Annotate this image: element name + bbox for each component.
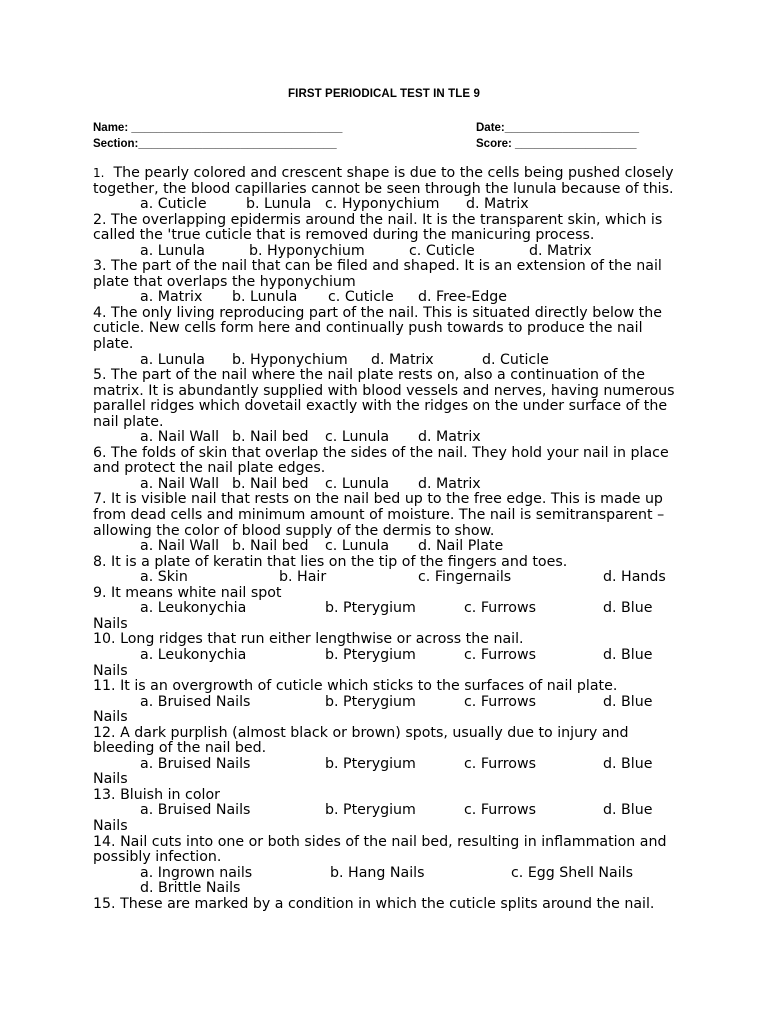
option-d: d. Blue [603,755,653,772]
option-d: d. Free-Edge [418,289,507,306]
option-b: b. Pterygium [325,802,416,819]
option-a: a. Ingrown nails [140,864,253,881]
option-d: d. Cuticle [482,351,549,368]
option-d: d. Nail Plate [418,538,504,555]
question-3: 3. The part of the nail that can be filed and shaped. It is an extension of the nail plate that overlaps the hyponychium [93,258,662,290]
option-c: d. Matrix [371,351,434,368]
option-a: a. Leukonychia [140,646,247,663]
option-d: d. Brittle Nails [140,880,241,897]
date-field-label: Date:_____________________ [476,122,640,134]
question-8: 8. It is a plate of keratin that lies on the tip of the fingers and toes. [93,553,568,570]
option-a: a. Matrix [140,289,203,306]
option-row [93,430,683,446]
question-12: 12. A dark purplish (almost black or brown) spots, usually due to injury and bleeding of the nail bed. [93,724,629,757]
question-1 [93,166,683,197]
option-row [93,244,683,260]
option-b: b. Hyponychium [232,351,348,368]
option-wrap: Nails [93,817,128,834]
option-row [93,570,683,586]
option-a: a. Skin [140,569,188,586]
question-4: 4. The only living reproducing part of the nail. This is situated directly below the cuticle. New cells form here and continually push towards to produce the nail plate. [93,304,662,353]
option-row [93,757,683,773]
question-14: 14. Nail cuts into one or both sides of the nail bed, resulting in inflammation and possibly infection. [93,833,667,866]
option-row [93,695,683,711]
option-a: a. Bruised Nails [140,802,251,819]
question-15: 15. These are marked by a condition in which the cuticle splits around the nail. [93,895,655,912]
option-a: a. Leukonychia [140,600,247,617]
option-row [93,353,683,369]
question-10: 10. Long ridges that run either lengthwise or across the nail. [93,631,524,648]
option-b: b. Hyponychium [249,242,365,259]
option-wrap: Nails [93,662,128,679]
option-a: a. Cuticle [140,196,207,213]
option-d: d. Hands [603,569,666,586]
option-d: d. Matrix [529,242,592,259]
option-a: a. Nail Wall [140,429,220,446]
question-7: 7. It is visible nail that rests on the nail bed up to the free edge. This is made up from dead cells and minimum amount of moisture. The nail is semitransparent – allowing the color of blood supply of the dermis to show. [93,491,665,539]
option-d: d. Blue [603,802,653,819]
option-d: d. Blue [603,646,653,663]
option-row [93,290,683,306]
option-wrap: Nails [93,615,128,632]
option-a: a. Bruised Nails [140,755,251,772]
option-b: b. Pterygium [325,693,416,710]
option-c: c. Cuticle [328,289,394,306]
name-field-label: Name: _________________________________ [93,122,343,134]
option-d: d. Blue [603,693,653,710]
option-c: c. Furrows [464,802,536,819]
option-b: b. Lunula [232,289,298,306]
page-title: FIRST PERIODICAL TEST IN TLE 9 [288,88,480,100]
option-row [93,539,683,555]
option-a: a. Nail Wall [140,475,220,492]
option-c: c. Furrows [464,693,536,710]
option-c: c. Furrows [464,600,536,617]
option-row [93,197,683,213]
option-row [93,648,683,664]
option-c: c. Furrows [464,646,536,663]
score-field-label: Score: ___________________ [476,138,637,150]
option-wrap: Nails [93,771,128,788]
option-c: c. Hyponychium [325,196,440,213]
option-c: c. Lunula [325,538,390,555]
question-number: 1. [93,166,105,180]
option-b: b. Pterygium [325,755,416,772]
option-row [93,803,683,819]
option-a: a. Nail Wall [140,538,220,555]
option-b: b. Pterygium [325,646,416,663]
question-13: 13. Bluish in color [93,786,220,803]
option-c: c. Furrows [464,755,536,772]
option-b: b. Hang Nails [330,864,425,881]
option-c: c. Fingernails [418,569,512,586]
question-9: 9. It means white nail spot [93,584,282,601]
option-d: d. Matrix [466,196,529,213]
question-5: 5. The part of the nail where the nail plate rests on, also a continuation of the matrix. It is abundantly supplied with blood vessels and nerves, having numerous parallel ridges which dovetail exactly with the ridges on the under surface of the nail plate. [93,367,675,430]
option-row [93,866,683,882]
option-c: c. Lunula [325,429,390,446]
question-6: 6. The folds of skin that overlap the sides of the nail. They hold your nail in place and protect the nail plate edges. [93,444,669,477]
section-field-label: Section:_______________________________ [93,138,337,150]
option-row [93,477,683,493]
option-c: c. Lunula [325,475,390,492]
option-b: b. Lunula [246,196,312,213]
option-b: b. Pterygium [325,600,416,617]
option-wrap: Nails [93,709,128,726]
option-row [93,601,683,617]
option-a: a. Lunula [140,351,205,368]
option-b: b. Nail bed [232,538,309,555]
option-c: c. Cuticle [409,242,475,259]
option-b: b. Nail bed [232,429,309,446]
option-c: c. Egg Shell Nails [511,864,634,881]
question-text: The pearly colored and crescent shape is due to the cells being pushed closely together, the blood capillaries cannot be seen through the lunula because of this. [93,165,674,197]
question-11: 11. It is an overgrowth of cuticle which sticks to the surfaces of nail plate. [93,678,618,695]
option-row [93,881,683,897]
option-a: a. Bruised Nails [140,693,251,710]
option-d: d. Matrix [418,475,481,492]
option-d: d. Blue [603,600,653,617]
question-2: 2. The overlapping epidermis around the nail. It is the transparent skin, which is called the 'true cuticle that is removed during the manicuring process. [93,211,663,244]
option-b: b. Hair [279,569,327,586]
option-d: d. Matrix [418,429,481,446]
option-b: b. Nail bed [232,475,309,492]
question-list [93,166,683,912]
option-a: a. Lunula [140,242,205,259]
